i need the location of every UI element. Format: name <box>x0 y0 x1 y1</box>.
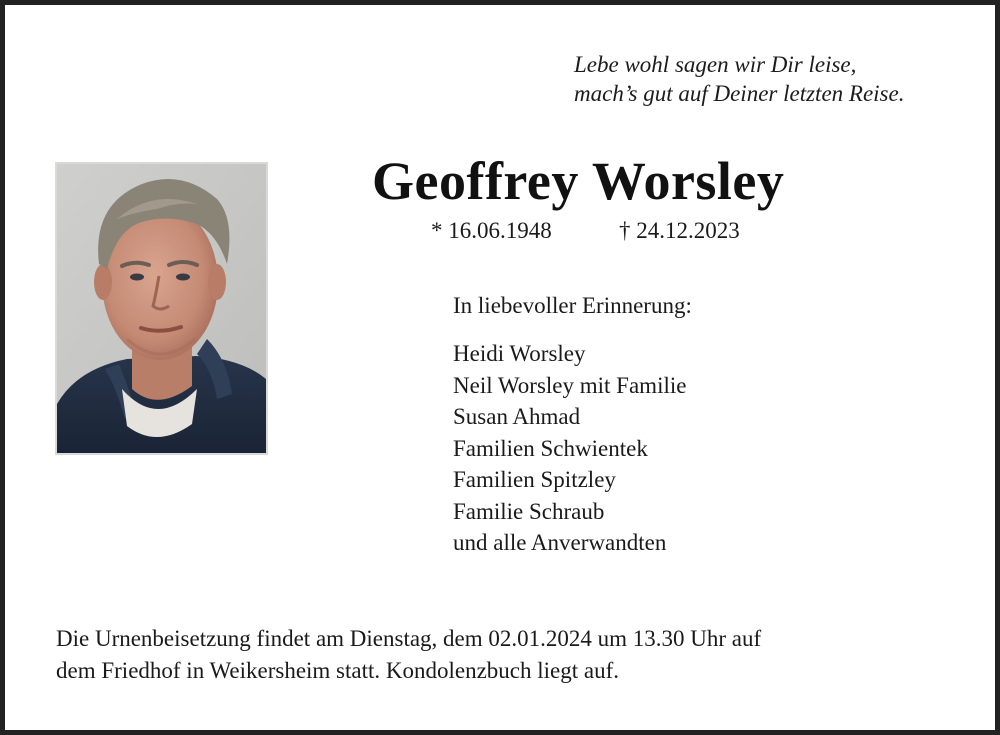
burial-notice <box>56 623 956 687</box>
remembrance-intro: In liebevoller Erinnerung: <box>453 293 692 318</box>
mourner-item: Familie Schraub <box>453 498 605 524</box>
burial-notice-line-2: dem Friedhof in Weikersheim statt. Kondolenzbuch liegt auf. <box>56 658 620 683</box>
memorial-verse <box>574 50 904 108</box>
birth-date: * 16.06.1948 <box>431 218 552 243</box>
mourner-item: Neil Worsley mit Familie <box>453 372 687 398</box>
mourners-list <box>453 338 686 559</box>
mourner-item: und alle Anverwandten <box>453 530 667 555</box>
burial-notice-line-1: Die Urnenbeisetzung findet am Dienstag, dem 02.01.2024 um 13.30 Uhr auf <box>56 626 762 651</box>
verse-line-2: mach’s gut auf Deiner letzten Reise. <box>574 81 905 106</box>
death-date: † 24.12.2023 <box>619 218 740 243</box>
deceased-name: Geoffrey Worsley <box>372 151 785 211</box>
mourner-item: Susan Ahmad <box>453 404 581 429</box>
verse-line-1: Lebe wohl sagen wir Dir leise, <box>574 52 857 77</box>
mourner-item: Familien Spitzley <box>453 467 616 492</box>
mourner-item: Heidi Worsley <box>453 341 586 366</box>
portrait-photo <box>55 162 268 455</box>
mourner-item: Familien Schwientek <box>453 435 648 461</box>
